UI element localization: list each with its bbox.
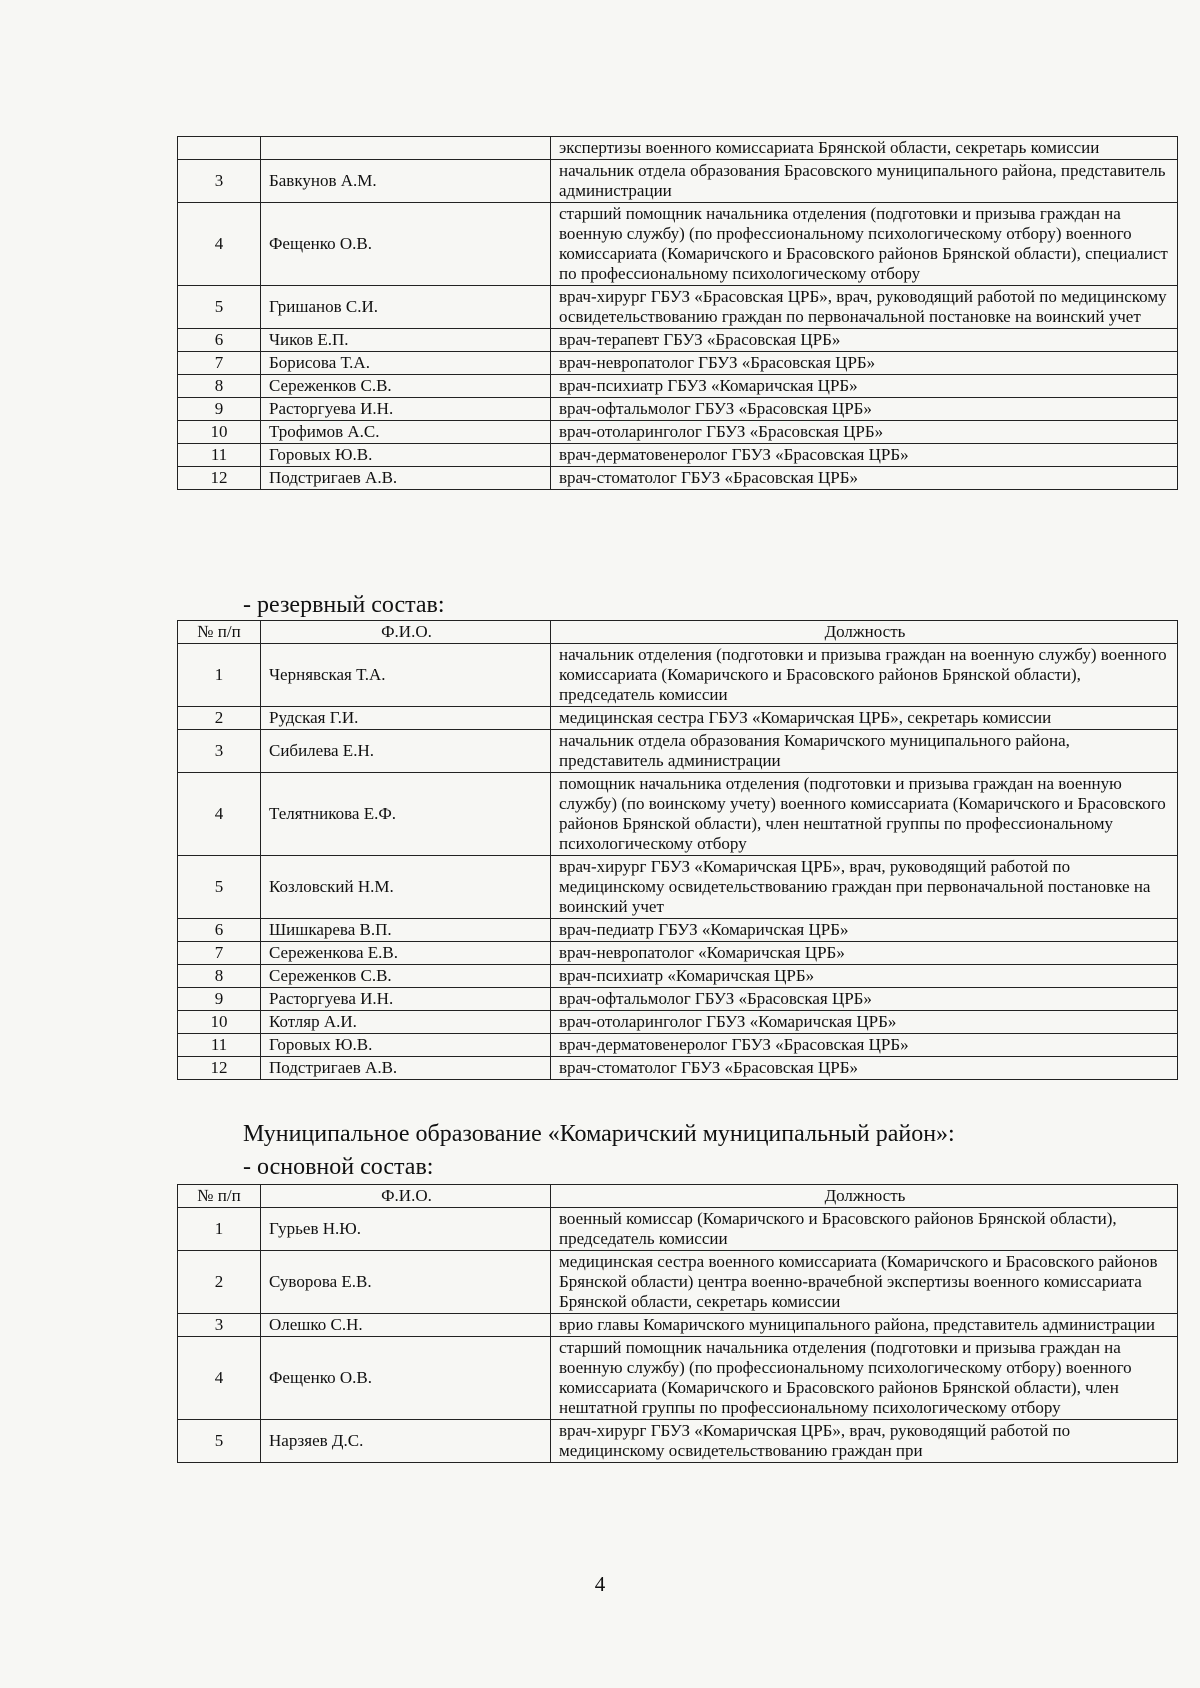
- table-header: [178, 621, 1178, 644]
- table-row: [178, 919, 1178, 942]
- member-name: Фещенко О.В.: [261, 1337, 551, 1420]
- member-position: экспертизы военного комиссариата Брянской области, секретарь комиссии: [551, 137, 1178, 160]
- member-name: Подстригаев А.В.: [261, 1057, 551, 1080]
- table-row: [178, 286, 1178, 329]
- table-row: [178, 160, 1178, 203]
- member-position: помощник начальника отделения (подготовки и призыва граждан на военную службу) (по воинскому учету) военного комиссариата (Комаричского и Брасовского районов Брянской области), член нештатной группы по профессиональному психологическому отбору: [551, 773, 1178, 856]
- row-number: 5: [178, 286, 261, 329]
- member-name: Горовых Ю.В.: [261, 444, 551, 467]
- municipality-heading: Муниципальное образование «Комаричский муниципальный район»:: [243, 1121, 955, 1147]
- table-row: [178, 421, 1178, 444]
- member-name: Бавкунов А.М.: [261, 160, 551, 203]
- member-position: врач-стоматолог ГБУЗ «Брасовская ЦРБ»: [551, 1057, 1178, 1080]
- row-number: 8: [178, 965, 261, 988]
- member-name: Сереженкова Е.В.: [261, 942, 551, 965]
- member-name: Борисова Т.А.: [261, 352, 551, 375]
- member-position: начальник отделения (подготовки и призыва граждан на военную службу) военного комиссариата (Комаричского и Брасовского районов Брянской области), председатель комиссии: [551, 644, 1178, 707]
- member-position: врач-терапевт ГБУЗ «Брасовская ЦРБ»: [551, 329, 1178, 352]
- row-number: 1: [178, 1208, 261, 1251]
- row-number: 4: [178, 203, 261, 286]
- member-name: Телятникова Е.Ф.: [261, 773, 551, 856]
- komarichsky-main-composition-table: [177, 1184, 1178, 1463]
- member-name: Горовых Ю.В.: [261, 1034, 551, 1057]
- member-name: Рудская Г.И.: [261, 707, 551, 730]
- member-name: Гришанов С.И.: [261, 286, 551, 329]
- table-row: [178, 398, 1178, 421]
- member-position: врач-стоматолог ГБУЗ «Брасовская ЦРБ»: [551, 467, 1178, 490]
- member-position: врач-хирург ГБУЗ «Комаричская ЦРБ», врач, руководящий работой по медицинскому освидетельствованию граждан при: [551, 1420, 1178, 1463]
- member-name: Чернявская Т.А.: [261, 644, 551, 707]
- row-number: 2: [178, 1251, 261, 1314]
- table-row: [178, 644, 1178, 707]
- main-composition-heading: - основной состав:: [243, 1154, 434, 1180]
- table-row: [178, 1251, 1178, 1314]
- header-name: Ф.И.О.: [261, 1185, 551, 1208]
- table-row: [178, 707, 1178, 730]
- member-position: военный комиссар (Комаричского и Брасовского районов Брянской области), председатель комиссии: [551, 1208, 1178, 1251]
- row-number: [178, 137, 261, 160]
- table-row: [178, 965, 1178, 988]
- table-body: [178, 1208, 1178, 1463]
- member-position: врио главы Комаричского муниципального района, представитель администрации: [551, 1314, 1178, 1337]
- row-number: 3: [178, 160, 261, 203]
- row-number: 8: [178, 375, 261, 398]
- row-number: 4: [178, 773, 261, 856]
- row-number: 7: [178, 352, 261, 375]
- member-position: врач-психиатр «Комаричская ЦРБ»: [551, 965, 1178, 988]
- row-number: 11: [178, 444, 261, 467]
- member-name: Гурьев Н.Ю.: [261, 1208, 551, 1251]
- table-row: [178, 1208, 1178, 1251]
- member-position: врач-дерматовенеролог ГБУЗ «Брасовская ЦРБ»: [551, 1034, 1178, 1057]
- member-name: Трофимов А.С.: [261, 421, 551, 444]
- header-position: Должность: [551, 621, 1178, 644]
- member-name: Расторгуева И.Н.: [261, 398, 551, 421]
- table-row: [178, 1057, 1178, 1080]
- member-position: врач-отоларинголог ГБУЗ «Комаричская ЦРБ»: [551, 1011, 1178, 1034]
- header-number: № п/п: [178, 621, 261, 644]
- table-row: [178, 942, 1178, 965]
- member-position: врач-хирург ГБУЗ «Комаричская ЦРБ», врач, руководящий работой по медицинскому освидетельствованию граждан при первоначальной постановке на воинский учет: [551, 856, 1178, 919]
- member-position: врач-отоларинголог ГБУЗ «Брасовская ЦРБ»: [551, 421, 1178, 444]
- table-header: [178, 1185, 1178, 1208]
- row-number: 9: [178, 398, 261, 421]
- member-position: врач-невропатолог «Комаричская ЦРБ»: [551, 942, 1178, 965]
- row-number: 1: [178, 644, 261, 707]
- table-row: [178, 137, 1178, 160]
- table-body: [178, 644, 1178, 1080]
- header-row: [178, 621, 1178, 644]
- member-name: Суворова Е.В.: [261, 1251, 551, 1314]
- member-position: начальник отдела образования Брасовского муниципального района, представитель администрации: [551, 160, 1178, 203]
- reserve-composition-table: [177, 620, 1178, 1080]
- member-position: врач-офтальмолог ГБУЗ «Брасовская ЦРБ»: [551, 398, 1178, 421]
- header-position: Должность: [551, 1185, 1178, 1208]
- table-row: [178, 773, 1178, 856]
- member-position: старший помощник начальника отделения (подготовки и призыва граждан на военную службу) (по профессиональному психологическому отбору) военного комиссариата (Комаричского и Брасовского районов Брянской области), член нештатной группы по профессиональному психологическому отбору: [551, 1337, 1178, 1420]
- member-name: Подстригаев А.В.: [261, 467, 551, 490]
- reserve-composition-heading: - резервный состав:: [243, 592, 445, 618]
- table-row: [178, 375, 1178, 398]
- table-row: [178, 352, 1178, 375]
- member-name: Фещенко О.В.: [261, 203, 551, 286]
- member-position: врач-невропатолог ГБУЗ «Брасовская ЦРБ»: [551, 352, 1178, 375]
- row-number: 12: [178, 467, 261, 490]
- member-name: Расторгуева И.Н.: [261, 988, 551, 1011]
- row-number: 5: [178, 1420, 261, 1463]
- member-position: медицинская сестра ГБУЗ «Комаричская ЦРБ», секретарь комиссии: [551, 707, 1178, 730]
- header-row: [178, 1185, 1178, 1208]
- row-number: 2: [178, 707, 261, 730]
- row-number: 3: [178, 1314, 261, 1337]
- member-name: Чиков Е.П.: [261, 329, 551, 352]
- table-row: [178, 730, 1178, 773]
- table-row: [178, 1420, 1178, 1463]
- member-position: медицинская сестра военного комиссариата (Комаричского и Брасовского районов Брянской области) центра военно-врачебной экспертизы военного комиссариата Брянской области, секретарь комиссии: [551, 1251, 1178, 1314]
- table-row: [178, 856, 1178, 919]
- table-row: [178, 1034, 1178, 1057]
- table-row: [178, 467, 1178, 490]
- member-name: [261, 137, 551, 160]
- table-row: [178, 1314, 1178, 1337]
- member-position: старший помощник начальника отделения (подготовки и призыва граждан на военную службу) (по профессиональному психологическому отбору) военного комиссариата (Комаричского и Брасовского районов Брянской области), специалист по профессиональному психологическому отбору: [551, 203, 1178, 286]
- header-name: Ф.И.О.: [261, 621, 551, 644]
- member-name: Сереженков С.В.: [261, 375, 551, 398]
- table-row: [178, 203, 1178, 286]
- row-number: 12: [178, 1057, 261, 1080]
- row-number: 6: [178, 919, 261, 942]
- main-composition-table-continued: [177, 136, 1178, 490]
- member-position: врач-педиатр ГБУЗ «Комаричская ЦРБ»: [551, 919, 1178, 942]
- row-number: 10: [178, 1011, 261, 1034]
- member-name: Нарзяев Д.С.: [261, 1420, 551, 1463]
- row-number: 6: [178, 329, 261, 352]
- member-position: врач-офтальмолог ГБУЗ «Брасовская ЦРБ»: [551, 988, 1178, 1011]
- member-name: Козловский Н.М.: [261, 856, 551, 919]
- table-row: [178, 1011, 1178, 1034]
- table-row: [178, 444, 1178, 467]
- member-position: врач-дерматовенеролог ГБУЗ «Брасовская ЦРБ»: [551, 444, 1178, 467]
- table-row: [178, 329, 1178, 352]
- row-number: 9: [178, 988, 261, 1011]
- member-name: Котляр А.И.: [261, 1011, 551, 1034]
- member-name: Шишкарева В.П.: [261, 919, 551, 942]
- member-name: Сибилева Е.Н.: [261, 730, 551, 773]
- member-position: начальник отдела образования Комаричского муниципального района, представитель администрации: [551, 730, 1178, 773]
- table-body: [178, 137, 1178, 490]
- row-number: 11: [178, 1034, 261, 1057]
- row-number: 4: [178, 1337, 261, 1420]
- member-position: врач-психиатр ГБУЗ «Комаричская ЦРБ»: [551, 375, 1178, 398]
- member-name: Сереженков С.В.: [261, 965, 551, 988]
- row-number: 7: [178, 942, 261, 965]
- row-number: 5: [178, 856, 261, 919]
- header-number: № п/п: [178, 1185, 261, 1208]
- member-name: Олешко С.Н.: [261, 1314, 551, 1337]
- table-row: [178, 1337, 1178, 1420]
- row-number: 10: [178, 421, 261, 444]
- table-row: [178, 988, 1178, 1011]
- page-number: 4: [594, 1572, 606, 1596]
- member-position: врач-хирург ГБУЗ «Брасовская ЦРБ», врач, руководящий работой по медицинскому освидетельствованию граждан по первоначальной постановке на воинский учет: [551, 286, 1178, 329]
- row-number: 3: [178, 730, 261, 773]
